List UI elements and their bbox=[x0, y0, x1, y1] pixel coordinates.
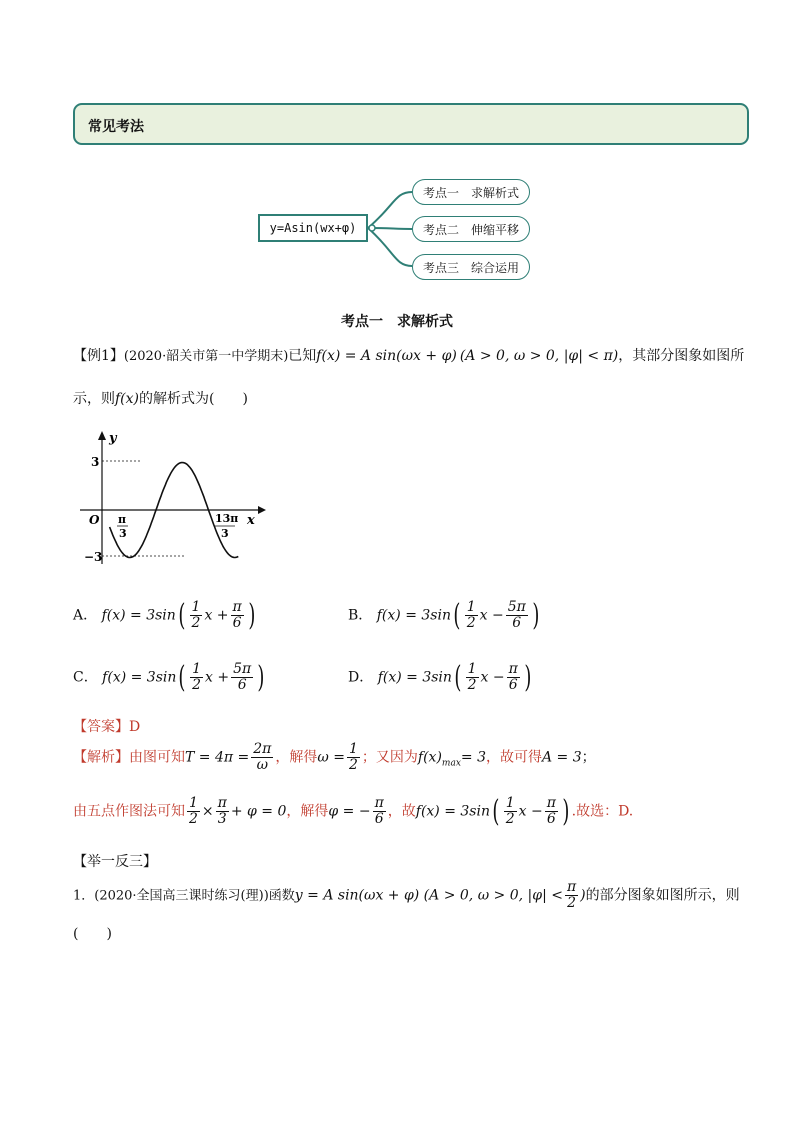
example-line2-suffix: 的解析式为( ) bbox=[139, 391, 248, 407]
example-func: f(x) = A sin(ωx + φ) bbox=[316, 348, 457, 364]
answer-value: D bbox=[129, 719, 141, 735]
option-d-label: D． bbox=[348, 669, 374, 686]
y-tick-min: −3 bbox=[84, 550, 103, 564]
option-b-label: B． bbox=[348, 607, 373, 624]
option-b-lhs: f(x) = 3sin bbox=[376, 607, 451, 624]
option-c: C． f(x) = 3sin( $\frac{1}{2}$ x + $\frac{5\pi}{6}$ ) bbox=[73, 660, 265, 695]
y-tick-max: 3 bbox=[91, 455, 100, 469]
section-header-title: 常见考法 bbox=[88, 119, 144, 135]
x-tick2-den: 3 bbox=[221, 527, 229, 540]
answer-label: 【答案】 bbox=[73, 719, 129, 735]
example-line2-text: 示，则 bbox=[73, 391, 115, 407]
example-label: 【例1】 bbox=[73, 348, 124, 364]
option-d-lhs: f(x) = 3sin bbox=[377, 669, 452, 686]
x-tick1-den: 3 bbox=[119, 527, 127, 540]
x-axis-arrow bbox=[258, 506, 266, 514]
mindmap-connectors bbox=[0, 0, 794, 300]
analysis-line-2: 由五点作图法可知 $\frac{1}{2}$ × $\frac{\pi}{3}$ + φ = 0，解得φ = − $\frac{\pi}{6}$ ，故f(x) = 3sin( $\frac{1}{2}$ x − $\frac{\pi}{6}$ ) .故选：D. bbox=[73, 794, 634, 829]
mindmap-branch-2: 考点二 伸缩平移 bbox=[412, 216, 530, 242]
mindmap-center-node: y=Asin(wx+φ) bbox=[258, 214, 368, 242]
option-c-label: C． bbox=[73, 669, 98, 686]
example-source: (2020·韶关市第一中学期末) bbox=[123, 349, 289, 364]
practice-q1-line-1: 1．(2020·全国高三课时练习(理))函数y = A sin(ωx + φ) (A > 0, ω > 0, |φ| < $\frac{\pi}{2}$ )的部分图象如图所示，则 bbox=[73, 879, 740, 911]
mindmap-branch-3: 考点三 综合运用 bbox=[412, 254, 530, 280]
option-c-lhs: f(x) = 3sin bbox=[102, 669, 177, 686]
section-title: 考点一 求解析式 bbox=[341, 314, 453, 330]
x-tick2-num: 13π bbox=[215, 512, 239, 525]
option-b: B． f(x) = 3sin( $\frac{1}{2}$ x − $\frac{5\pi}{6}$ ) bbox=[348, 598, 540, 633]
analysis-label: 【解析】 bbox=[73, 749, 129, 766]
option-a: A． f(x) = 3sin( $\frac{1}{2}$ x + $\frac{\pi}{6}$ ) bbox=[73, 598, 256, 633]
example-line-1 bbox=[73, 345, 744, 365]
example-line2-func: f(x) bbox=[115, 391, 140, 407]
example-text-prefix: 已知 bbox=[288, 348, 317, 364]
example-line-2 bbox=[73, 388, 248, 408]
option-a-lhs: f(x) = 3sin bbox=[101, 607, 176, 624]
option-a-label: A． bbox=[73, 607, 98, 624]
example-conditions: (A > 0, ω > 0, |φ| < π) bbox=[459, 348, 619, 364]
origin-label: O bbox=[89, 513, 100, 527]
practice-q1-line-2: ( ) bbox=[73, 926, 112, 942]
x-axis-label: x bbox=[247, 513, 255, 528]
answer-line bbox=[73, 716, 140, 736]
analysis-line-1: 【解析】由图可知T = 4π = $\frac{2\pi}{\omega}$ ，解得ω = $\frac{1}{2}$ ；又因为$f(x)_{max}= 3$，故可得A = 3； bbox=[73, 741, 596, 773]
y-axis-label: y bbox=[109, 431, 117, 446]
sine-graph bbox=[76, 428, 266, 568]
option-d: D． f(x) = 3sin( $\frac{1}{2}$ x − $\frac{\pi}{6}$ ) bbox=[348, 660, 532, 695]
practice-label: 【举一反三】 bbox=[73, 854, 157, 870]
x-tick1-num: π bbox=[118, 513, 127, 526]
y-axis-arrow bbox=[98, 431, 106, 440]
example-text-suffix: ，其部分图象如图所 bbox=[618, 348, 745, 364]
mindmap-branch-1: 考点一 求解析式 bbox=[412, 179, 530, 205]
